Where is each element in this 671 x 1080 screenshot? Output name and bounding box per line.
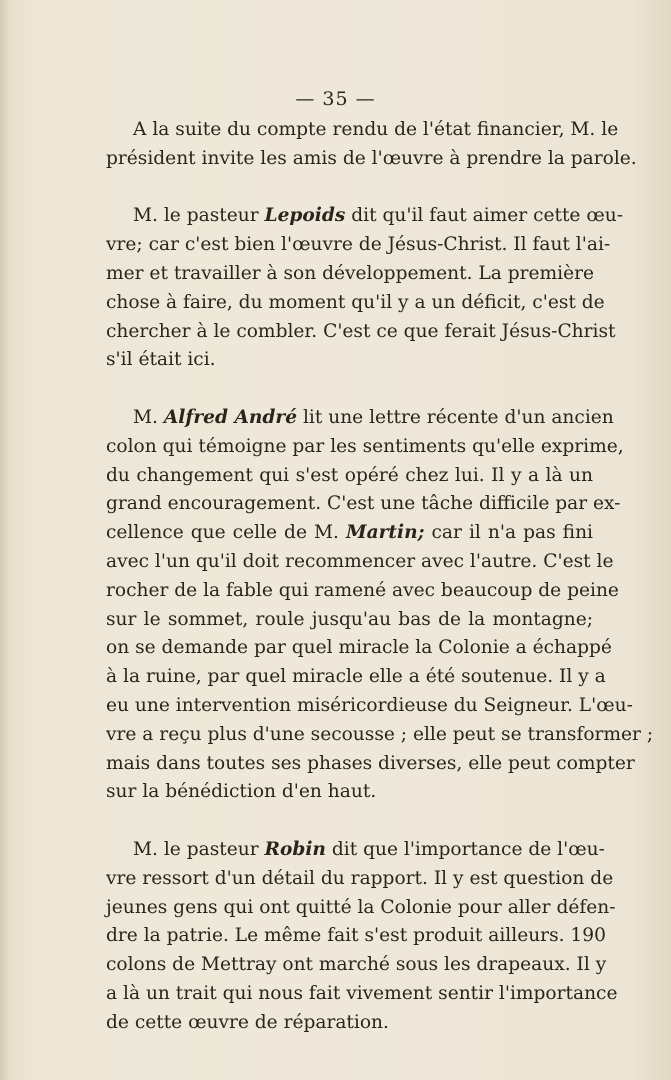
body-text (106, 116, 654, 1066)
line-text: dit qu'il faut aimer cette œu- (345, 205, 623, 227)
text-line: eu une intervention miséricordieuse du Seigneur. L'œu- (106, 694, 633, 716)
person-name: Robin (264, 838, 326, 860)
text-line: mer et travailler à son développement. La première (106, 262, 594, 284)
text-line: jeunes gens qui ont quitté la Colonie pour aller défen- (106, 896, 616, 918)
text-line (106, 836, 605, 865)
text-line: sur la bénédiction d'en haut. (106, 781, 377, 803)
text-line: chose à faire, du moment qu'il y a un déficit, c'est de (106, 291, 605, 313)
paragraph (106, 404, 654, 807)
paragraph (106, 116, 637, 174)
binding-shadow (0, 0, 10, 1080)
text-line (106, 202, 623, 231)
text-line: colons de Mettray ont marché sous les drapeaux. Il y (106, 954, 607, 976)
person-name: Alfred André (163, 406, 298, 428)
person-name: Lepoids (264, 205, 346, 227)
line-text: cellence que celle de M. (106, 522, 346, 544)
text-line: sur le sommet, roule jusqu'au bas de la montagne; (106, 608, 593, 630)
text-line: chercher à le combler. C'est ce que ferait Jésus-Christ (106, 320, 616, 342)
line-text: lit une lettre récente d'un ancien (297, 406, 614, 428)
line-text: car il n'a pas fini (424, 522, 594, 544)
text-line: de cette œuvre de réparation. (106, 1011, 389, 1033)
text-line (106, 519, 593, 548)
text-line: à la ruine, par quel miracle elle a été soutenue. Il y a (106, 666, 606, 688)
text-line: vre; car c'est bien l'œuvre de Jésus-Christ. Il faut l'ai- (106, 234, 611, 256)
line-text: dit que l'importance de l'œu- (325, 838, 605, 860)
text-line: président invite les amis de l'œuvre à prendre la parole. (106, 147, 637, 169)
line-text: M. le pasteur (133, 205, 265, 227)
text-line (106, 404, 614, 433)
text-line: colon qui témoigne par les sentiments qu'elle exprime, (106, 435, 624, 457)
text-line: dre la patrie. Le même fait s'est produit ailleurs. 190 (106, 925, 606, 947)
person-name: Martin; (346, 522, 425, 544)
text-line: on se demande par quel miracle la Colonie a échappé (106, 637, 612, 659)
text-line: s'il était ici. (106, 349, 216, 371)
text-line: grand encouragement. C'est une tâche difficile par ex- (106, 493, 621, 515)
text-line: vre ressort d'un détail du rapport. Il y est question de (106, 867, 614, 889)
paragraph (106, 202, 623, 375)
text-line: A la suite du compte rendu de l'état financier, M. le (133, 119, 619, 140)
text-line: a là un trait qui nous fait vivement sentir l'importance (106, 982, 618, 1004)
paragraph (106, 836, 618, 1038)
text-line: avec l'un qu'il doit recommencer avec l'autre. C'est le (106, 550, 614, 572)
text-line: du changement qui s'est opéré chez lui. Il y a là un (106, 464, 593, 486)
line-text: M. (133, 406, 164, 428)
line-text: M. le pasteur (133, 838, 265, 860)
page-number: — 35 — (295, 88, 376, 110)
text-line: mais dans toutes ses phases diverses, elle peut compter (106, 752, 635, 774)
text-line: rocher de la fable qui ramené avec beaucoup de peine (106, 579, 619, 601)
text-line: vre a reçu plus d'une secousse ; elle peut se transformer ; (106, 723, 654, 745)
